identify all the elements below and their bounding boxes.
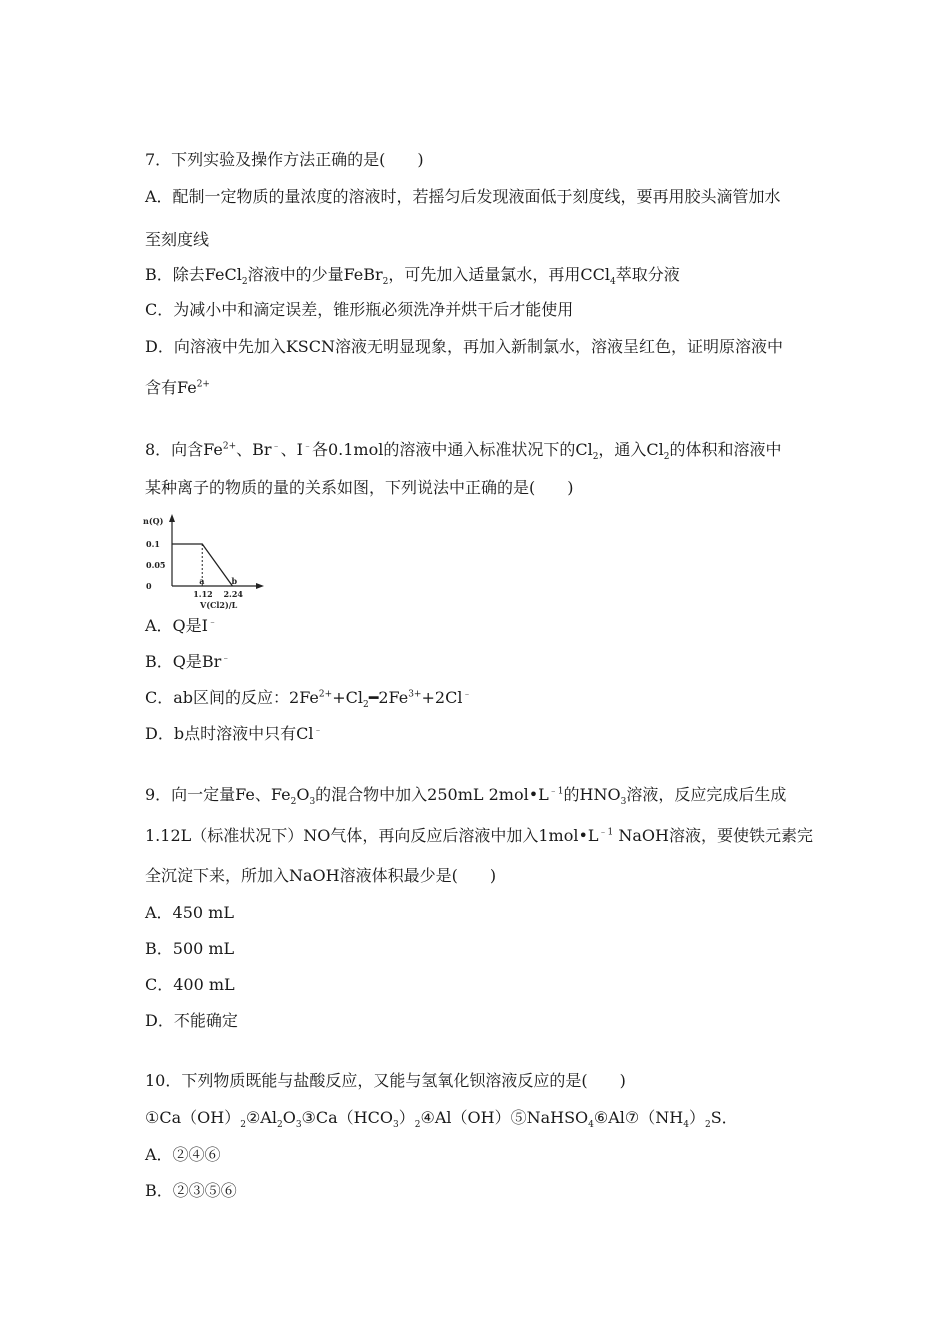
q8-option-b: B．Q是Br﹣ — [145, 652, 231, 671]
q10-stem: 10．下列物质既能与盐酸反应，又能与氢氧化钡溶液反应的是( ) — [145, 1071, 626, 1090]
q9-option-d: D．不能确定 — [145, 1011, 238, 1030]
q7-option-a-line2: 至刻度线 — [145, 230, 210, 249]
q9-stem-line3: 全沉淀下来，所加入NaOH溶液体积最少是( ) — [145, 866, 497, 885]
y-tick-label: 0 — [146, 581, 152, 591]
q7-option-d-line2: 含有$Fe^{2+}$ — [145, 378, 210, 397]
q8-stem-line1: 8．向含$Fe^{2+}$、Br﹣、I﹣各0.1mol的溶液中通入标准状况下的$Cl_2$，通入$Cl_2$的体积和溶液中 — [145, 440, 782, 463]
point-label: a — [199, 576, 205, 586]
q9-option-a: A．450 mL — [145, 903, 234, 922]
q7-option-c: C．为减小中和滴定误差，锥形瓶必须洗净并烘干后才能使用 — [145, 300, 574, 319]
q7-option-a-line1: A．配制一定物质的量浓度的溶液时，若摇匀后发现液面低于刻度线，要再用胶头滴管加水 — [145, 187, 781, 206]
q9-option-b: B．500 mL — [145, 939, 235, 958]
q10-option-b: B．②③⑤⑥ — [145, 1181, 237, 1200]
point-label: b — [231, 576, 238, 586]
y-tick-label: 0.05 — [146, 560, 166, 570]
q8-chart — [140, 512, 270, 612]
q9-option-c: C．400 mL — [145, 975, 235, 994]
chart-ylabel: n(Q) — [143, 516, 164, 526]
q8-option-d: D．b点时溶液中只有Cl﹣ — [145, 724, 323, 743]
q9-stem-line2: 1.12L（标准状况下）NO气体，再向反应后溶液中加入$1mol•L^{﹣1}$ NaOH溶液，要使铁元素完 — [145, 826, 813, 845]
q9-stem-line1: 9．向一定量Fe、$Fe_2O_3$的混合物中加入250mL $2mol•L^{﹣1}$的$HNO_3$溶液，反应完成后生成 — [145, 785, 787, 808]
q8-stem-line2: 某种离子的物质的量的关系如图，下列说法中正确的是( ) — [145, 478, 574, 497]
q7-stem: 7．下列实验及操作方法正确的是( ) — [145, 150, 424, 169]
chart-xlabel: V(Cl2)/L — [200, 600, 238, 610]
x-tick-label: 1.12 — [193, 589, 213, 599]
q10-substance-list: $①Ca(OH)_2②Al_2O_3③Ca(HCO_3)_2④Al(OH)⑤NaHSO_4⑥Al⑦(NH_4)_2S$． — [145, 1108, 738, 1131]
q10-option-a: A．②④⑥ — [145, 1145, 221, 1164]
chart-axes — [169, 514, 264, 589]
q7-option-b: B．除去FeCl$_2$溶液中的少量FeBr$_2$，可先加入适量氯水，再用CCl$_4$萃取分液 — [145, 265, 680, 288]
q8-option-a: A．Q是I﹣ — [145, 616, 218, 635]
y-tick-label: 0.1 — [146, 539, 160, 549]
x-tick-label: 2.24 — [223, 589, 243, 599]
q8-option-c: C．ab区间的反应：$2Fe^{2+}+Cl_2━2Fe^{3+}+2Cl^﹣$ — [145, 688, 472, 711]
q7-option-d-line1: D．向溶液中先加入KSCN溶液无明显现象，再加入新制氯水，溶液呈红色，证明原溶液中 — [145, 337, 783, 356]
